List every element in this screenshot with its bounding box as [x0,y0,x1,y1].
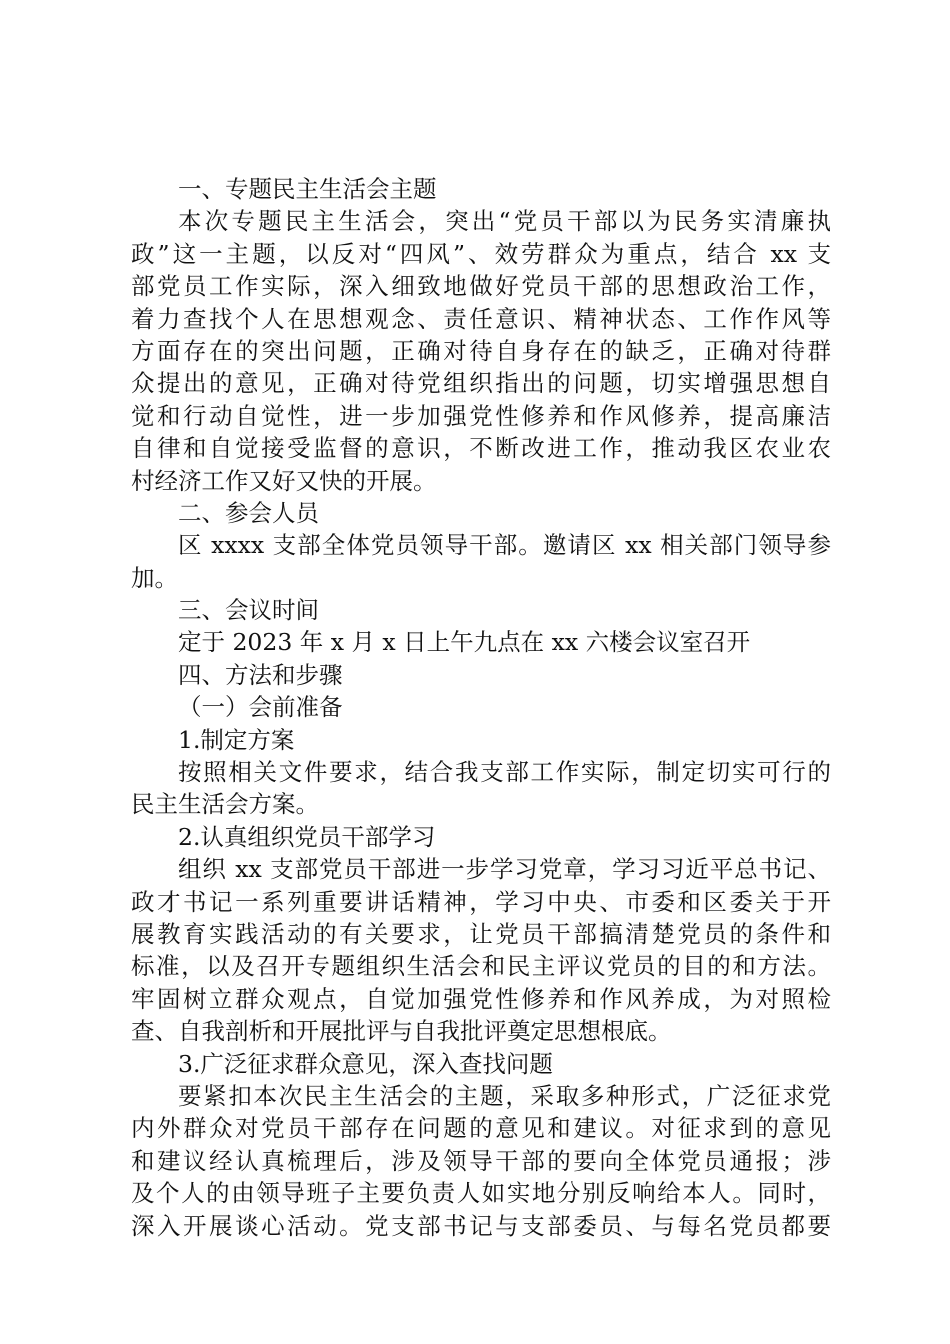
document-line: 及个人的由领导班子主要负责人如实地分别反响给本人。同时， [131,1179,831,1208]
document-line: 政才书记一系列重要讲话精神，学习中央、市委和区委关于开 [131,887,831,916]
document-line: 政”这一主题，以反对“四风”、效劳群众为重点，结合 xx 支 [131,239,831,268]
document-line: 深入开展谈心活动。党支部书记与支部委员、与每名党员都要 [131,1211,831,1240]
document-line: 要紧扣本次民主生活会的主题，采取多种形式，广泛征求党 [178,1081,831,1110]
document-line: 一、专题民主生活会主题 [178,175,437,203]
document-body [131,173,831,1242]
document-line: 标准，以及召开专题组织生活会和民主评议党员的目的和方法。 [131,952,831,981]
document-line: 四、方法和步骤 [178,660,343,689]
document-line: 区 xxxx 支部全体党员领导干部。邀请区 xx 相关部门领导参 [178,531,831,560]
document-line: 1.制定方案 [178,725,295,754]
document-line: 2.认真组织党员干部学习 [178,822,436,851]
document-line: 按照相关文件要求，结合我支部工作实际，制定切实可行的 [178,758,831,787]
document-line: 和建议经认真梳理后，涉及领导干部的要向全体党员通报；涉 [131,1146,831,1175]
document-line: 众提出的意见，正确对待党组织指出的问题，切实增强思想自 [131,369,831,398]
document-line: 方面存在的突出问题，正确对待自身存在的缺乏，正确对待群 [131,336,831,365]
document-line: 展教育实践活动的有关要求，让党员干部搞清楚党员的条件和 [131,919,831,948]
document-line: 本次专题民主生活会，突出“党员干部以为民务实清廉执 [178,207,831,236]
document-line: 三、会议时间 [178,596,319,625]
document-line: 3.广泛征求群众意见，深入查找问题 [178,1049,553,1078]
document-line: 村经济工作又好又快的开展。 [131,466,437,495]
document-line: 组织 xx 支部党员干部进一步学习党章，学习习近平总书记、 [178,855,831,884]
document-line: 内外群众对党员干部存在问题的意见和建议。对征求到的意见 [131,1114,831,1143]
document-line: 着力查找个人在思想观念、责任意识、精神状态、工作作风等 [131,304,831,333]
document-line: 部党员工作实际，深入细致地做好党员干部的思想政治工作， [131,272,831,301]
document-line: 自律和自觉接受监督的意识，不断改进工作，推动我区农业农 [131,434,831,463]
document-line: 觉和行动自觉性，进一步加强党性修养和作风修养，提高廉洁 [131,401,831,430]
document-line: 定于 2023 年 x 月 x 日上午九点在 xx 六楼会议室召开 [178,628,751,657]
document-line: 加。 [131,563,178,592]
document-line: 查、自我剖析和开展批评与自我批评奠定思想根底。 [131,1017,672,1046]
document-line: 牢固树立群众观点，自觉加强党性修养和作风养成，为对照检 [131,984,831,1013]
document-line: 二、参会人员 [178,498,319,527]
document-line: （一）会前准备 [178,693,343,722]
document-line: 民主生活会方案。 [131,790,319,819]
